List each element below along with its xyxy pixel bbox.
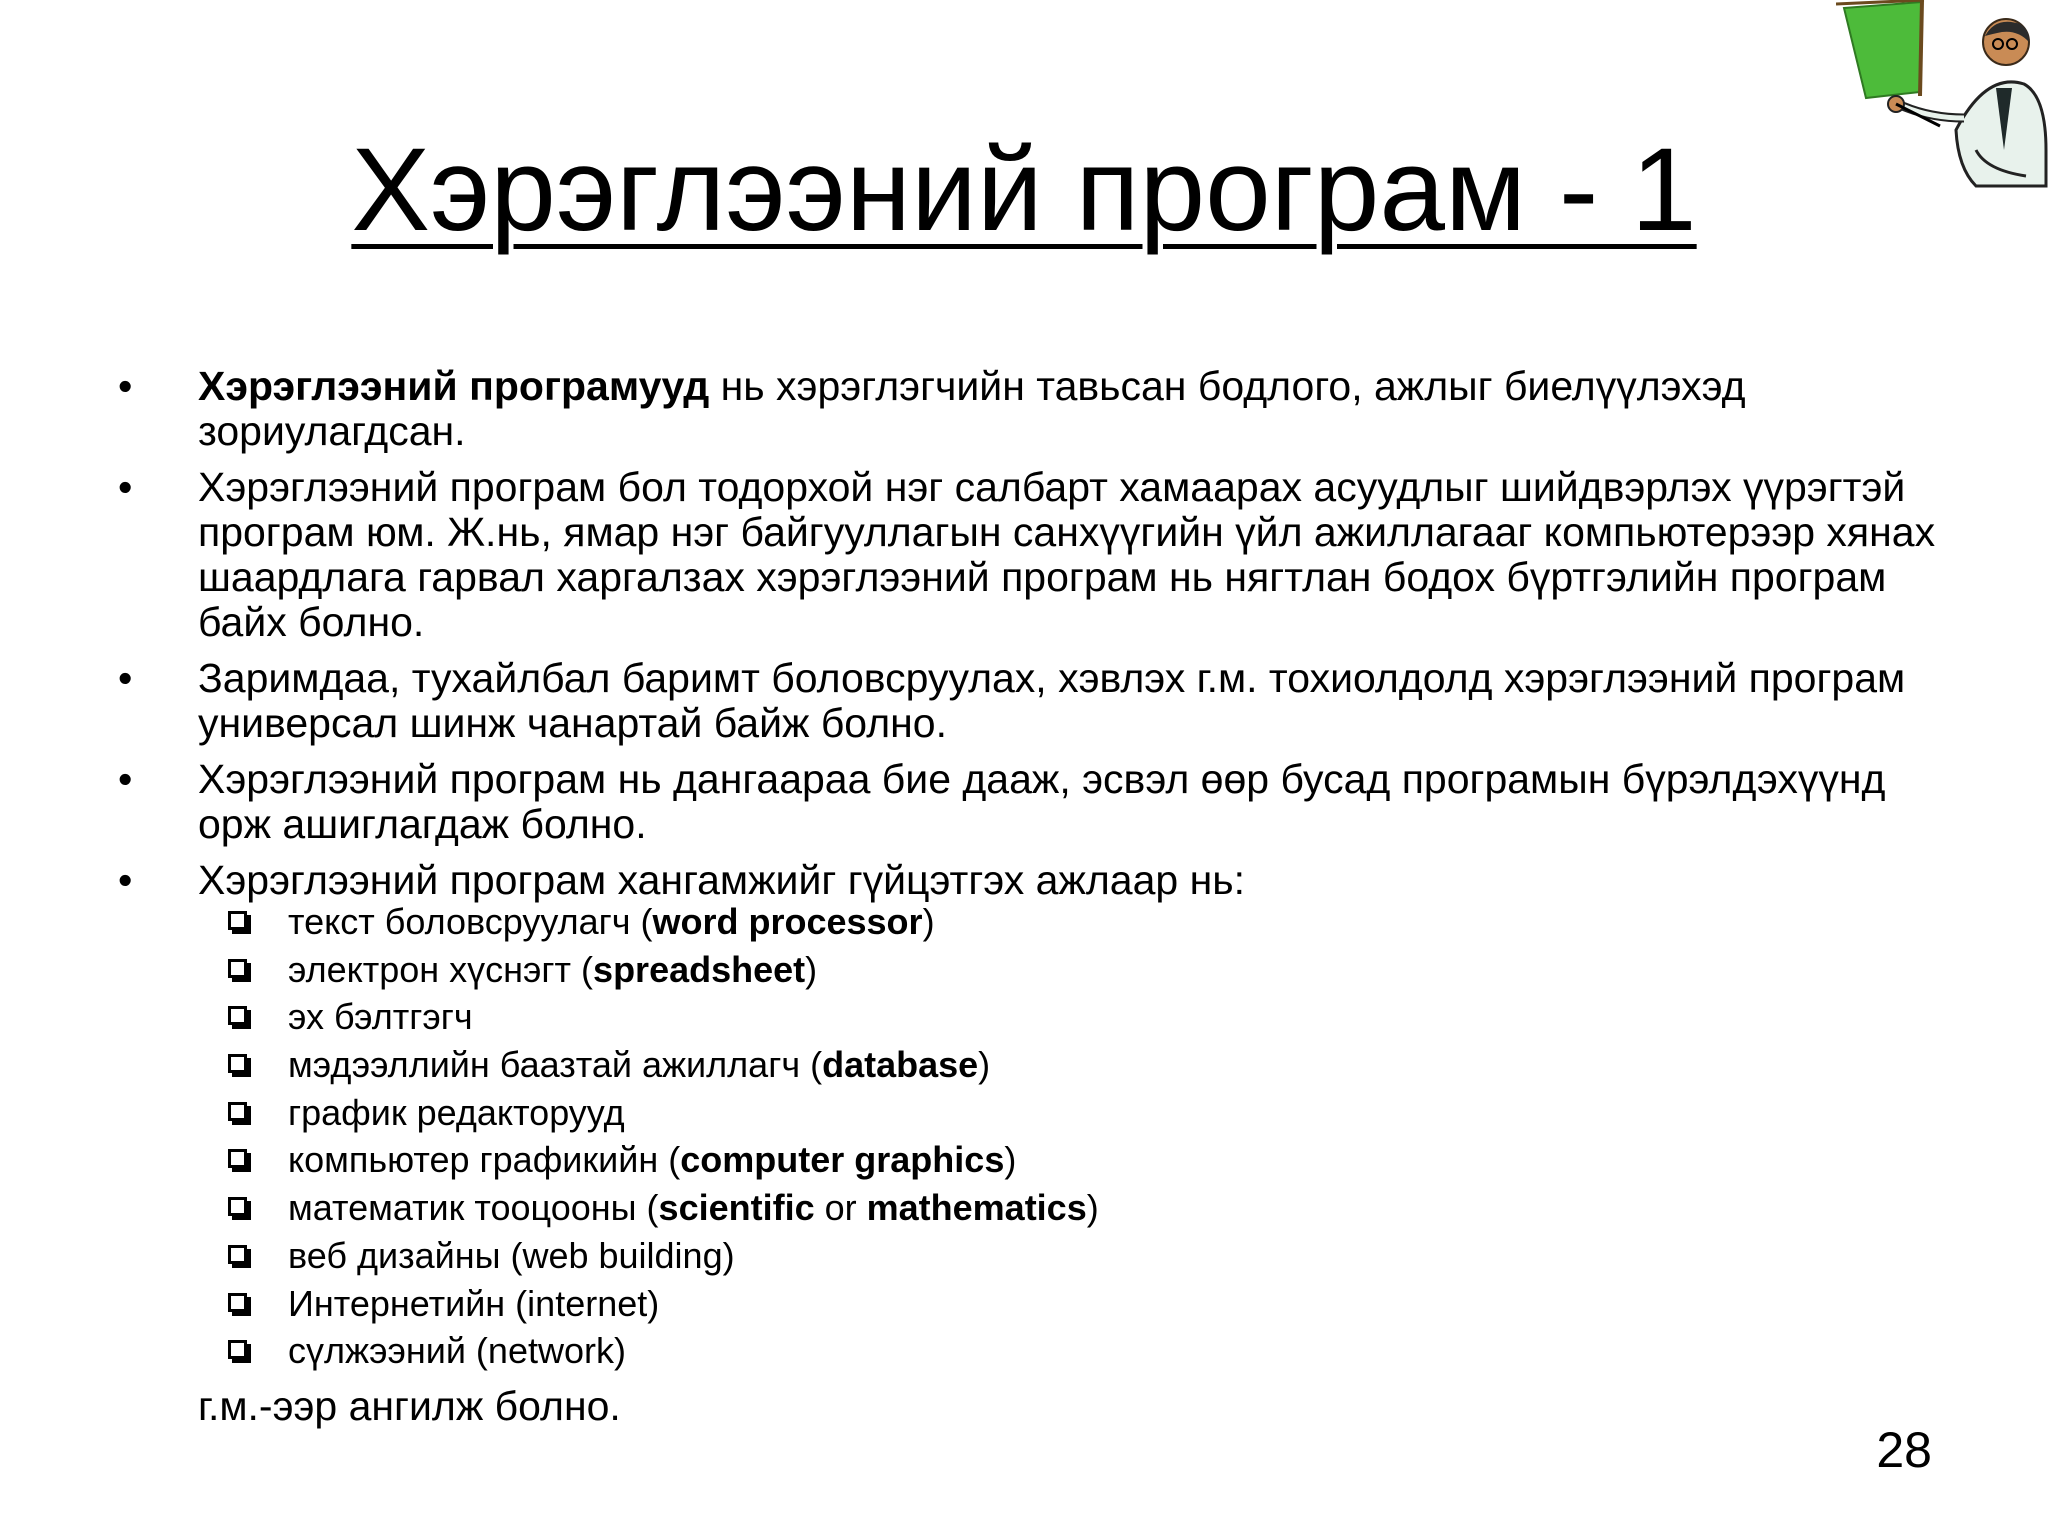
slide-title: Хэрэглээний програм - 1 [351, 124, 1697, 256]
bullet-text: Хэрэглээний програм нь дангаараа бие дааж, эсвэл өөр бусад програмын бүрэлдэхүүнд орж ашиглагдаж болно. [198, 756, 1886, 847]
bullet-text: нь хэрэглэгчийн тавьсан бодлого, ажлыг биелүүлэхэд зориулагдсан. [198, 363, 1746, 454]
bullet-item [118, 757, 1938, 847]
bullet-text: Заримдаа, тухайлбал баримт боловсруулах, хэвлэх г.м. тохиолдолд хэрэглээний програм универсал шинж чанартай байж болно. [198, 655, 1906, 746]
bullet-item [118, 858, 1938, 903]
bullet-item [118, 656, 1938, 746]
category-item: компьютер графикийн (computer graphics) [228, 1136, 1099, 1184]
bullet-dot: • [118, 655, 133, 701]
checkbox-icon [228, 959, 247, 978]
category-item: эх бэлтгэгч [228, 993, 1099, 1041]
bullet-item [118, 465, 1938, 645]
category-item: сүлжээний (network) [228, 1327, 1099, 1375]
category-item: веб дизайны (web building) [228, 1232, 1099, 1280]
bullet-list [118, 364, 1938, 914]
bullet-dot: • [118, 857, 133, 903]
bullet-dot: • [118, 756, 133, 802]
checkbox-icon [228, 1340, 247, 1359]
closing-text: г.м.-ээр ангилж болно. [198, 1383, 621, 1429]
checkbox-icon [228, 1293, 247, 1312]
checkbox-icon [228, 1054, 247, 1073]
bullet-text: Хэрэглээний програм хангамжийг гүйцэтгэх ажлаар нь: [198, 857, 1245, 903]
checkbox-icon [228, 1102, 247, 1121]
bullet-text: Хэрэглээний програм бол тодорхой нэг салбарт хамаарах асуудлыг шийдвэрлэх үүрэгтэй програм юм. Ж.нь, ямар нэг байгууллагын санхүүгийн үйл ажиллагааг компьютерээр хянах шаардлага гарвал харгалзах хэрэглээний програм нь нягтлан бодох бүртгэлийн програм байх болно. [198, 464, 1936, 645]
checkbox-icon [228, 1006, 247, 1025]
checkbox-icon [228, 1197, 247, 1216]
category-item: электрон хүснэгт (spreadsheet) [228, 946, 1099, 994]
category-item: математик тооцооны (scientific or mathematics) [228, 1184, 1099, 1232]
checkbox-icon [228, 911, 247, 930]
checkbox-icon [228, 1245, 247, 1264]
checkbox-icon [228, 1149, 247, 1168]
bullet-bold-text: Хэрэглээний програмууд [198, 363, 710, 409]
category-item: Интернетийн (internet) [228, 1280, 1099, 1328]
category-item: мэдээллийн баазтай ажиллагч (database) [228, 1041, 1099, 1089]
category-list [228, 898, 1099, 1375]
bullet-dot: • [118, 464, 133, 510]
bullet-item [118, 364, 1938, 454]
category-item: график редакторууд [228, 1089, 1099, 1137]
category-item: текст боловсруулагч (word processor) [228, 898, 1099, 946]
page-number: 28 [1876, 1422, 1932, 1478]
bullet-dot: • [118, 363, 133, 409]
